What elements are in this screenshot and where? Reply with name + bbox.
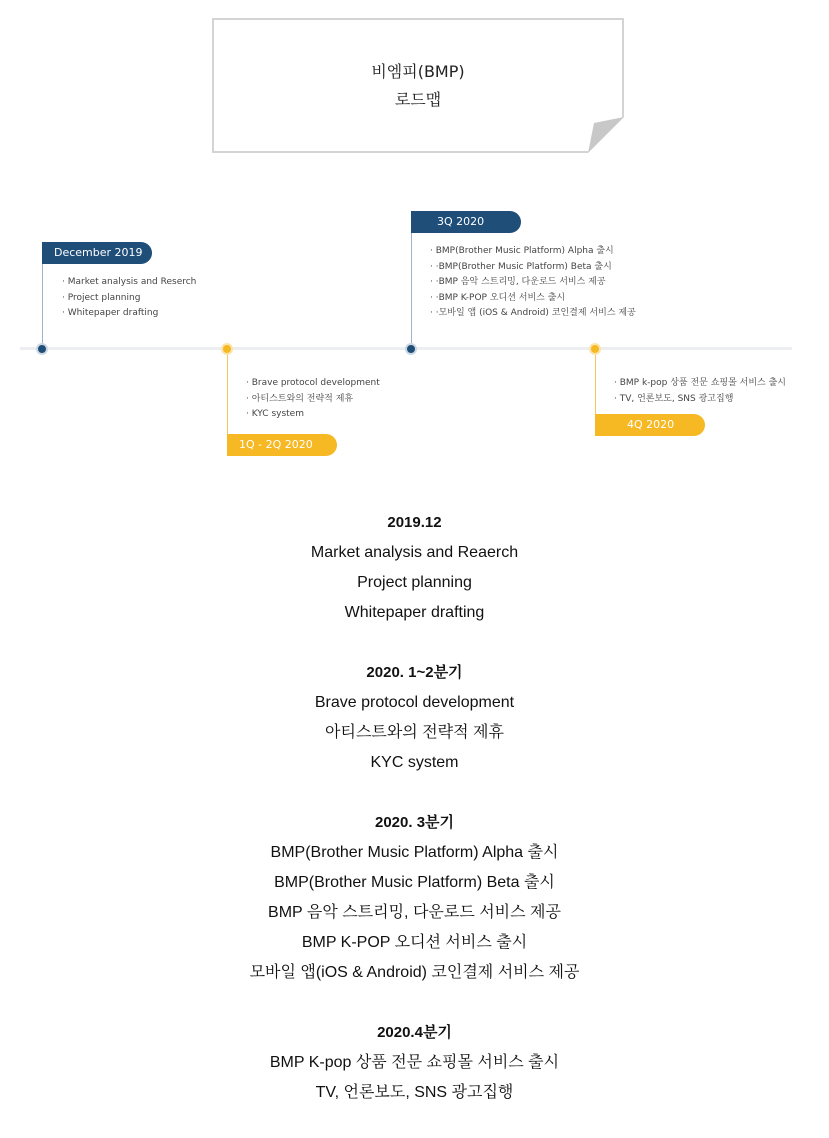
bullet-item: · Brave protocol development xyxy=(246,378,380,388)
milestone-dot xyxy=(36,343,48,355)
section-item: BMP(Brother Music Platform) Beta 출시 xyxy=(274,874,555,891)
section-heading: 2020. 1~2분기 xyxy=(366,664,463,681)
section-item: Project planning xyxy=(357,574,472,591)
roadmap-text xyxy=(0,508,829,1138)
milestone-stem xyxy=(227,348,228,434)
milestone-badge: 1Q - 2Q 2020 xyxy=(227,434,337,456)
section-item: Market analysis and Reaerch xyxy=(310,544,519,561)
roadmap-timeline xyxy=(0,170,829,490)
milestone-dot xyxy=(589,343,601,355)
bullet-item: · 아티스트와의 전략적 제휴 xyxy=(246,393,354,404)
bullet-item: · Market analysis and Reserch xyxy=(62,277,197,287)
bullet-item: · Project planning xyxy=(62,292,141,303)
section-item: BMP 음악 스트리밍, 다운로드 서비스 제공 xyxy=(268,904,561,921)
section-item: BMP K-pop 상품 전문 쇼핑몰 서비스 출시 xyxy=(269,1054,560,1071)
milestone-badge: 3Q 2020 xyxy=(411,211,521,233)
milestone-badge: December 2019 xyxy=(42,242,152,264)
roadmap-section xyxy=(0,508,829,628)
section-item: 아티스트와의 전략적 제휴 xyxy=(325,724,504,741)
milestone-bullets xyxy=(62,275,196,322)
milestone-bullets xyxy=(430,244,636,322)
bullet-item: · TV, 언론보도, SNS 광고집행 xyxy=(614,393,734,404)
section-heading: 2019.12 xyxy=(387,514,442,531)
section-item: TV, 언론보도, SNS 광고집행 xyxy=(315,1084,514,1101)
section-item: 모바일 앱(iOS & Android) 코인결제 서비스 제공 xyxy=(249,964,580,981)
section-item: KYC system xyxy=(370,754,459,771)
bullet-item: · Whitepaper drafting xyxy=(62,308,159,318)
bullet-item: · BMP k-pop 상품 전문 쇼핑몰 서비스 출시 xyxy=(614,378,786,388)
title-text xyxy=(214,58,622,114)
section-item: BMP K-POP 오디션 서비스 출시 xyxy=(301,934,528,951)
bullet-item: · BMP(Brother Music Platform) Alpha 출시 xyxy=(430,246,614,256)
milestone-bullets xyxy=(246,376,380,423)
bullet-item: · KYC system xyxy=(246,409,304,419)
milestone-dot xyxy=(221,343,233,355)
milestone-stem xyxy=(595,348,596,414)
section-item: Brave protocol development xyxy=(314,694,515,711)
section-heading: 2020.4분기 xyxy=(377,1024,452,1041)
bullet-item: · ·BMP 음악 스트리밍, 다운로드 서비스 제공 xyxy=(430,277,606,287)
section-heading: 2020. 3분기 xyxy=(374,814,455,831)
title-line-2: 로드맵 xyxy=(394,90,442,109)
bullet-item: · ·모바일 앱 (iOS & Android) 코인결제 서비스 제공 xyxy=(430,308,636,318)
title-line-1: 비엠피(BMP) xyxy=(371,62,465,81)
roadmap-section xyxy=(0,808,829,988)
roadmap-section xyxy=(0,658,829,778)
roadmap-section xyxy=(0,1018,829,1108)
section-item: BMP(Brother Music Platform) Alpha 출시 xyxy=(270,844,559,861)
page-curl-icon xyxy=(588,117,624,153)
bullet-item: · ·BMP(Brother Music Platform) Beta 출시 xyxy=(430,261,612,272)
bullet-item: · ·BMP K-POP 오디션 서비스 출시 xyxy=(430,292,566,303)
milestone-bullets xyxy=(614,376,786,407)
title-card xyxy=(212,18,624,153)
milestone-badge: 4Q 2020 xyxy=(595,414,705,436)
section-item: Whitepaper drafting xyxy=(344,604,485,621)
milestone-dot xyxy=(405,343,417,355)
